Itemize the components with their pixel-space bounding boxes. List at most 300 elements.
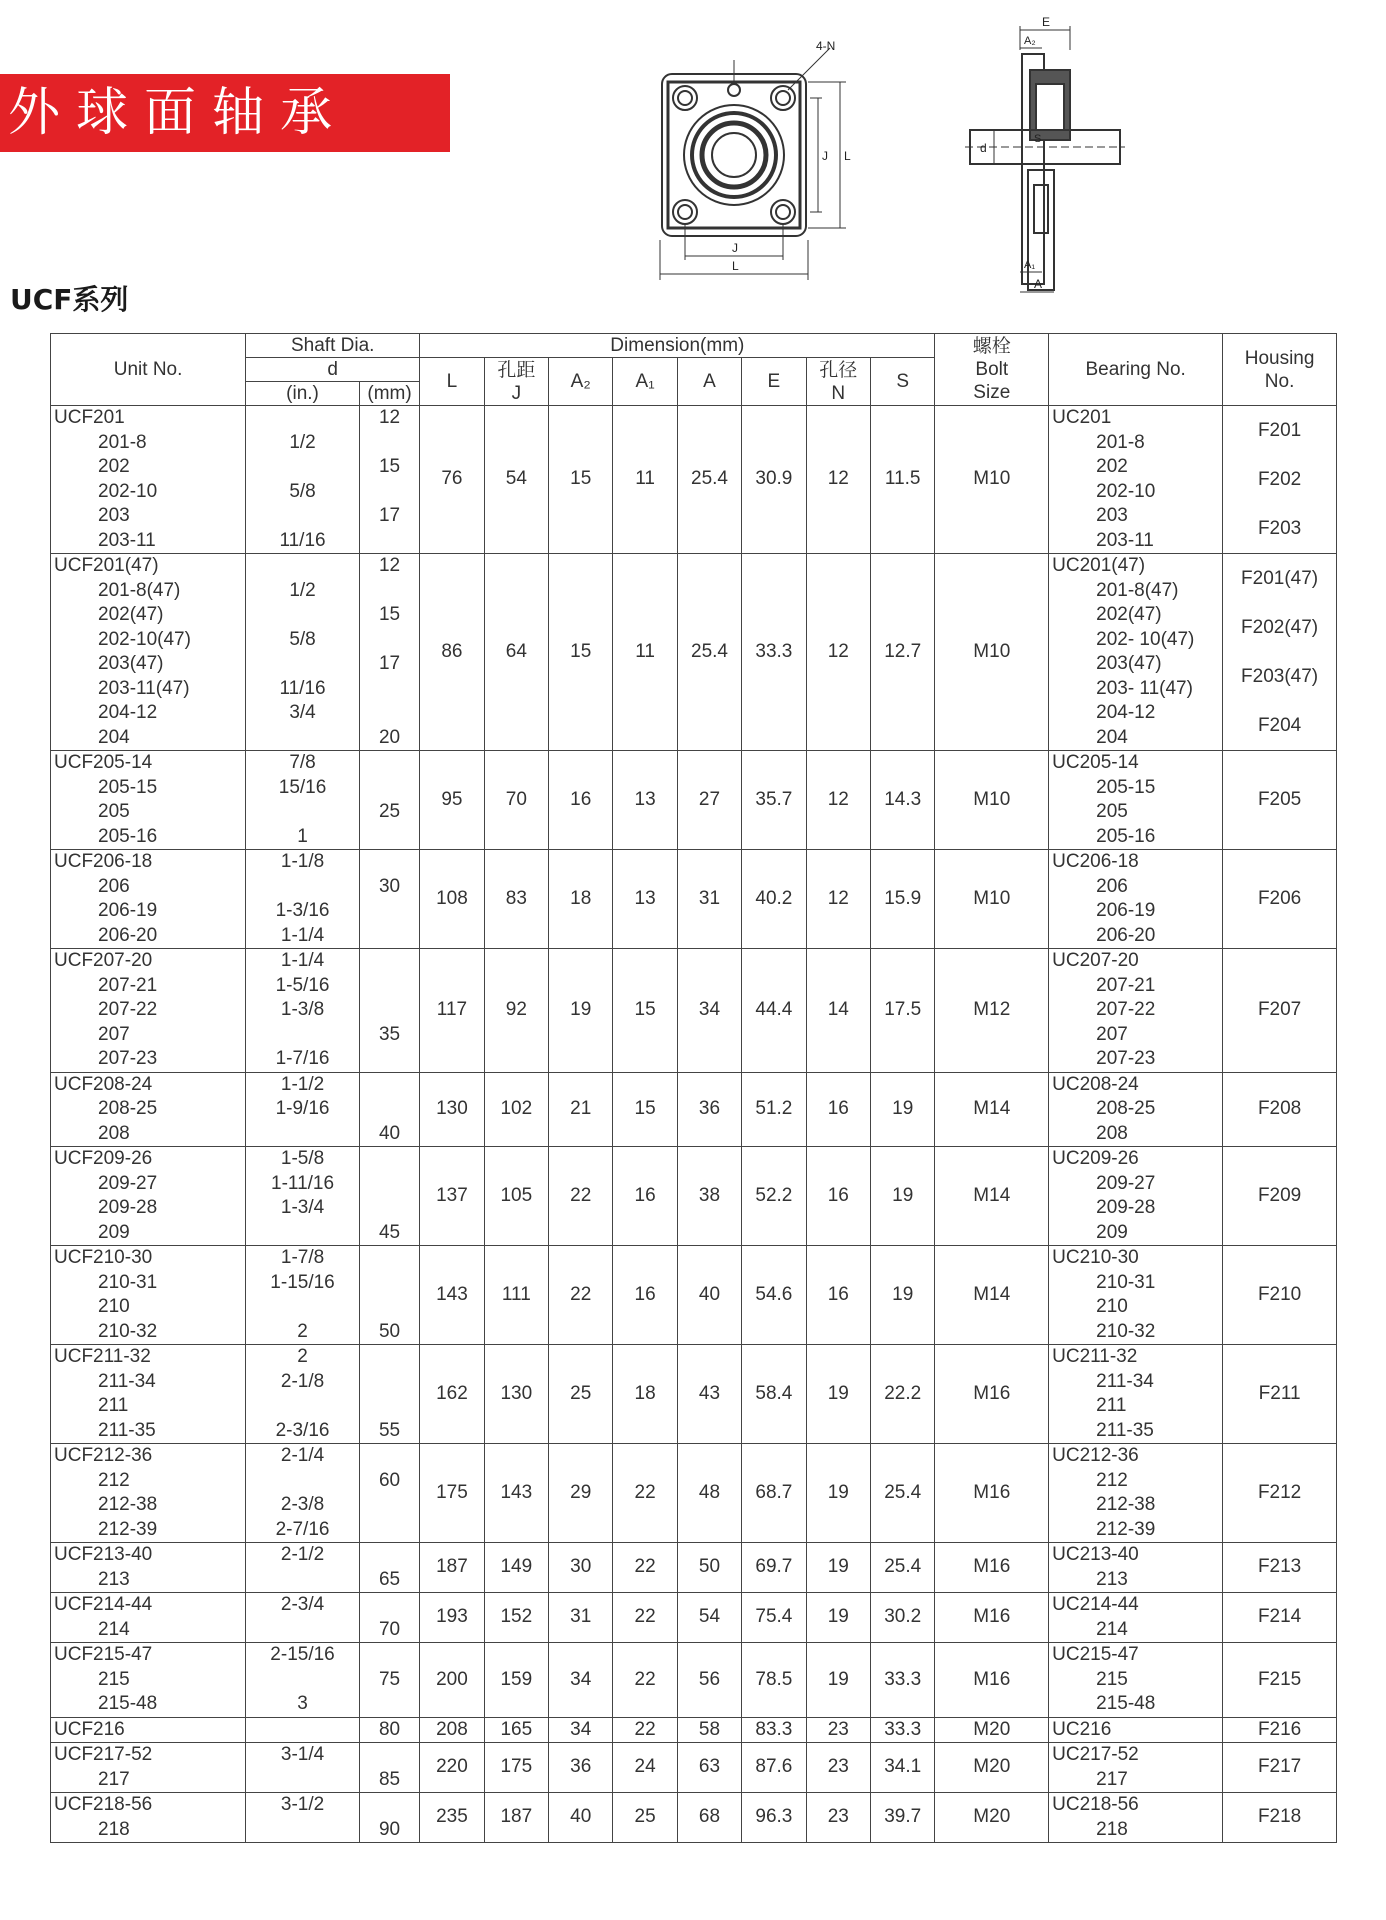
dim-bolt: M12 (935, 949, 1049, 1073)
unit-no: 209-27 (98, 1172, 158, 1194)
dim-a2: 34 (549, 1717, 613, 1743)
th-in: (in.) (246, 382, 360, 406)
dim-a1: 18 (613, 1345, 677, 1444)
dim-j: 159 (484, 1643, 548, 1718)
bearing-no-cell (1049, 1793, 1223, 1843)
dim-a2: 21 (549, 1072, 613, 1147)
unit-no: 212 (98, 1469, 130, 1491)
shaft-inch: 1-7/8 (280, 1247, 325, 1268)
unit-no: 209 (98, 1221, 130, 1243)
unit-no: UCF217-52 (54, 1744, 153, 1765)
dim-n: 19 (806, 1345, 870, 1444)
shaft-inch (249, 554, 356, 579)
dim-e: 96.3 (742, 1793, 806, 1843)
unit-no: 206 (98, 875, 130, 897)
housing-no: F213 (1257, 1556, 1302, 1578)
dim-s: 14.3 (870, 751, 934, 850)
shaft-inch-cell (246, 1444, 360, 1543)
unit-no-cell (51, 1444, 246, 1543)
table-row (51, 1743, 1337, 1793)
bearing-no: 203-11 (1096, 529, 1154, 551)
shaft-mm-cell (359, 1444, 419, 1543)
shaft-inch-cell (246, 850, 360, 949)
dim-a2: 29 (549, 1444, 613, 1543)
bearing-no: 211 (1096, 1395, 1127, 1416)
unit-no: UCF218-56 (54, 1794, 153, 1815)
table-row (51, 949, 1337, 1073)
bearing-no-cell (1049, 1593, 1223, 1643)
shaft-inch (249, 1718, 356, 1743)
housing-no: F203(47) (1241, 666, 1319, 687)
label-S: S (1034, 133, 1042, 145)
th-N-cn: 孔径 (819, 359, 858, 381)
shaft-mm: 17 (378, 653, 401, 674)
dim-l: 208 (420, 1717, 484, 1743)
dim-e: 52.2 (742, 1147, 806, 1246)
dim-e: 40.2 (742, 850, 806, 949)
housing-no: F206 (1257, 887, 1302, 909)
dim-n: 12 (806, 406, 870, 554)
unit-no: 207-22 (98, 999, 158, 1020)
page-title: 外球面轴承 (8, 83, 349, 143)
unit-no: UCF209-26 (54, 1148, 153, 1169)
bearing-no: UC206-18 (1052, 851, 1139, 872)
dim-bolt: M20 (935, 1717, 1049, 1743)
shaft-mm-cell (359, 1147, 419, 1246)
unit-no: 202-10(47) (98, 628, 191, 650)
unit-no: 207 (98, 1023, 130, 1045)
unit-no-cell (51, 1743, 246, 1793)
unit-no: 210-31 (98, 1271, 158, 1293)
shaft-inch: 11/16 (279, 529, 326, 551)
shaft-inch (249, 406, 356, 431)
dim-a2: 15 (549, 554, 613, 751)
shaft-inch: 1-1/4 (280, 950, 325, 971)
bearing-no: 203 (1096, 505, 1128, 526)
th-J-cn: 孔距 (497, 359, 536, 381)
th-S: S (870, 358, 934, 406)
unit-no: UCF208-24 (54, 1073, 153, 1095)
th-N (806, 358, 870, 406)
shaft-mm (363, 1271, 416, 1296)
unit-no: 215-48 (98, 1693, 158, 1714)
shaft-mm-cell (359, 1072, 419, 1147)
shaft-mm: 65 (378, 1568, 401, 1590)
dim-j: 54 (484, 406, 548, 554)
dim-n: 14 (806, 949, 870, 1073)
unit-no: 214 (98, 1618, 130, 1640)
shaft-mm-cell (359, 1246, 419, 1345)
bearing-no: 203(47) (1096, 653, 1162, 674)
bearing-no: 206 (1096, 875, 1128, 897)
dim-a2: 18 (549, 850, 613, 949)
shaft-mm (363, 1793, 416, 1818)
label-L-vertical: L (844, 149, 851, 163)
shaft-inch-cell (246, 406, 360, 554)
housing-no-cell (1223, 1246, 1337, 1345)
bearing-no-cell (1049, 1743, 1223, 1793)
bearing-no: UC210-30 (1052, 1247, 1139, 1268)
bearing-no: 215 (1096, 1668, 1128, 1690)
dim-l: 235 (420, 1793, 484, 1843)
unit-no: 218 (98, 1818, 130, 1840)
bearing-no-cell (1049, 1543, 1223, 1593)
housing-no: F207 (1257, 999, 1302, 1020)
unit-no: 205 (98, 801, 130, 822)
shaft-inch (249, 726, 356, 751)
shaft-inch: 2-1/2 (280, 1544, 325, 1565)
bearing-no: 204-12 (1096, 702, 1156, 723)
shaft-mm (363, 776, 416, 801)
shaft-inch: 3 (297, 1693, 308, 1714)
housing-no: F201 (1257, 420, 1302, 441)
shaft-mm (363, 1493, 416, 1518)
dim-n: 12 (806, 554, 870, 751)
shaft-mm (363, 701, 416, 726)
unit-no: UCF206-18 (54, 851, 153, 872)
shaft-mm: 70 (378, 1618, 401, 1640)
th-bolt (935, 334, 1049, 406)
shaft-inch: 1-1/8 (280, 851, 325, 872)
bearing-no-cell (1049, 1643, 1223, 1718)
dim-a: 56 (677, 1643, 741, 1718)
shaft-inch: 1 (297, 825, 308, 847)
unit-no: 201-8 (98, 431, 147, 453)
housing-no: F201(47) (1241, 568, 1319, 589)
unit-no: 210 (98, 1296, 130, 1317)
bearing-no: 218 (1096, 1818, 1128, 1840)
shaft-inch: 2-7/16 (275, 1518, 330, 1540)
unit-no-cell (51, 554, 246, 751)
shaft-inch: 1-9/16 (275, 1098, 330, 1119)
bearing-no: 209-27 (1096, 1172, 1156, 1194)
dim-j: 83 (484, 850, 548, 949)
shaft-inch: 1-1/4 (280, 924, 325, 946)
housing-no: F211 (1258, 1382, 1301, 1404)
bearing-no: 202 (1096, 456, 1128, 477)
bearing-no: 210-32 (1096, 1320, 1156, 1342)
unit-no: 211 (98, 1395, 129, 1416)
label-J-horizontal: J (732, 241, 738, 255)
shaft-inch: 3-1/2 (280, 1794, 325, 1815)
dim-a2: 34 (549, 1643, 613, 1718)
unit-no-cell (51, 751, 246, 850)
dim-e: 75.4 (742, 1593, 806, 1643)
dim-e: 33.3 (742, 554, 806, 751)
shaft-inch: 11/16 (279, 677, 326, 699)
shaft-mm: 25 (378, 801, 401, 822)
dim-a: 63 (677, 1743, 741, 1793)
unit-no: UCF201(47) (54, 555, 159, 576)
shaft-mm (363, 529, 416, 554)
shaft-mm-cell (359, 554, 419, 751)
dim-bolt: M14 (935, 1072, 1049, 1147)
dim-bolt: M16 (935, 1444, 1049, 1543)
shaft-mm (363, 1345, 416, 1370)
dim-a1: 16 (613, 1246, 677, 1345)
dim-e: 51.2 (742, 1072, 806, 1147)
shaft-mm (363, 1394, 416, 1419)
shaft-mm (363, 1518, 416, 1543)
bearing-no: 211-34 (1096, 1370, 1154, 1392)
shaft-inch (249, 800, 356, 825)
dim-a: 38 (677, 1147, 741, 1246)
shaft-inch-cell (246, 949, 360, 1073)
shaft-inch: 1/2 (289, 579, 316, 601)
shaft-inch (249, 504, 356, 529)
unit-no: 215 (98, 1668, 130, 1690)
shaft-mm (363, 579, 416, 604)
unit-no-cell (51, 1593, 246, 1643)
unit-no: 211-35 (98, 1419, 156, 1441)
dim-a1: 13 (613, 751, 677, 850)
dim-j: 111 (484, 1246, 548, 1345)
dim-l: 175 (420, 1444, 484, 1543)
shaft-inch: 1-3/4 (280, 1197, 325, 1218)
dim-e: 78.5 (742, 1643, 806, 1718)
unit-no: 217 (98, 1768, 130, 1790)
bearing-no: 201-8(47) (1096, 579, 1179, 601)
shaft-inch: 2-3/8 (280, 1494, 325, 1515)
housing-no-cell (1223, 1345, 1337, 1444)
dim-n: 23 (806, 1743, 870, 1793)
dim-bolt: M20 (935, 1743, 1049, 1793)
th-bolt-cn: 螺栓 (972, 336, 1011, 357)
shaft-mm (363, 974, 416, 999)
dim-a: 40 (677, 1246, 741, 1345)
housing-no: F217 (1257, 1756, 1302, 1778)
unit-no-cell (51, 1643, 246, 1718)
dim-a1: 22 (613, 1543, 677, 1593)
shaft-inch: 1-7/16 (275, 1048, 330, 1069)
shaft-inch: 1-1/2 (280, 1073, 325, 1095)
bearing-no-cell (1049, 406, 1223, 554)
bearing-no: UC213-40 (1052, 1544, 1139, 1565)
shaft-inch: 1-5/8 (280, 1148, 325, 1169)
dim-n: 16 (806, 1246, 870, 1345)
table-row (51, 1643, 1337, 1718)
shaft-mm (363, 1295, 416, 1320)
shaft-mm (363, 1643, 416, 1668)
bearing-no-cell (1049, 1444, 1223, 1543)
shaft-inch (249, 875, 356, 900)
dim-a1: 11 (613, 554, 677, 751)
bearing-no: 203- 11(47) (1096, 677, 1193, 699)
bearing-no: UC205-14 (1052, 752, 1139, 773)
bearing-no: 209-28 (1096, 1197, 1156, 1218)
dim-a: 27 (677, 751, 741, 850)
unit-no: 209-28 (98, 1197, 158, 1218)
shaft-mm-cell (359, 949, 419, 1073)
table-row (51, 1444, 1337, 1543)
dim-e: 54.6 (742, 1246, 806, 1345)
bearing-no: UC216 (1052, 1718, 1112, 1740)
shaft-mm (363, 825, 416, 850)
bearing-no: 212-39 (1096, 1518, 1156, 1540)
th-shaft-dia: Shaft Dia. (246, 334, 420, 358)
housing-no-cell (1223, 1543, 1337, 1593)
shaft-inch: 5/8 (289, 480, 316, 502)
bearing-no: 207-22 (1096, 999, 1156, 1020)
table-row (51, 1593, 1337, 1643)
table-body (51, 406, 1337, 1843)
dim-s: 19 (870, 1072, 934, 1147)
unit-no: 203(47) (98, 653, 164, 674)
unit-no-cell (51, 1072, 246, 1147)
dim-j: 152 (484, 1593, 548, 1643)
dim-bolt: M14 (935, 1147, 1049, 1246)
unit-no: 206-19 (98, 900, 158, 921)
bearing-no: 204 (1096, 726, 1128, 748)
shaft-inch (249, 1221, 356, 1246)
shaft-inch-cell (246, 1743, 360, 1793)
table-row (51, 1717, 1337, 1743)
housing-no-cell (1223, 1743, 1337, 1793)
bearing-no: 205 (1096, 801, 1128, 822)
dim-j: 143 (484, 1444, 548, 1543)
shaft-inch: 2-1/4 (280, 1445, 325, 1466)
shaft-mm: 45 (378, 1221, 401, 1243)
shaft-mm (363, 998, 416, 1023)
dim-bolt: M10 (935, 554, 1049, 751)
shaft-inch-cell (246, 1643, 360, 1718)
shaft-inch: 1/2 (289, 431, 316, 453)
th-J (484, 358, 548, 406)
shaft-mm: 15 (378, 456, 401, 477)
dim-n: 19 (806, 1444, 870, 1543)
dim-a1: 25 (613, 1793, 677, 1843)
bearing-no-cell (1049, 1072, 1223, 1147)
unit-no: UCF216 (54, 1718, 125, 1740)
dim-a: 68 (677, 1793, 741, 1843)
bearing-no: 214 (1096, 1618, 1128, 1640)
unit-no: UCF210-30 (54, 1247, 153, 1268)
dim-a1: 15 (613, 949, 677, 1073)
unit-no: 211-34 (98, 1370, 156, 1392)
unit-no: 208 (98, 1122, 130, 1144)
unit-no: 205-15 (98, 776, 158, 798)
shaft-mm (363, 850, 416, 875)
housing-no-cell (1223, 1147, 1337, 1246)
shaft-inch: 1-15/16 (270, 1271, 335, 1293)
bearing-no: 210-31 (1096, 1271, 1156, 1293)
shaft-inch: 2-15/16 (270, 1644, 335, 1665)
unit-no-cell (51, 949, 246, 1073)
shaft-mm (363, 751, 416, 776)
unit-no: 208-25 (98, 1098, 158, 1119)
shaft-mm (363, 1147, 416, 1172)
spec-table (50, 333, 1337, 1843)
th-E: E (742, 358, 806, 406)
bearing-no: 207-23 (1096, 1048, 1156, 1069)
shaft-inch-cell (246, 554, 360, 751)
label-d: d (980, 141, 987, 155)
shaft-inch: 3-1/4 (280, 1744, 325, 1765)
bearing-no-cell (1049, 949, 1223, 1073)
shaft-mm: 40 (378, 1122, 401, 1144)
housing-no: F212 (1257, 1481, 1302, 1503)
housing-no-cell (1223, 406, 1337, 554)
bearing-no: 209 (1096, 1221, 1128, 1243)
dim-j: 70 (484, 751, 548, 850)
unit-no: 204-12 (98, 702, 158, 723)
dim-l: 86 (420, 554, 484, 751)
shaft-inch-cell (246, 1345, 360, 1444)
dim-n: 19 (806, 1593, 870, 1643)
unit-no: 203-11 (98, 529, 156, 551)
dim-a: 48 (677, 1444, 741, 1543)
bearing-no: 202-10 (1096, 480, 1156, 502)
dim-a1: 11 (613, 406, 677, 554)
shaft-inch-cell (246, 1793, 360, 1843)
shaft-mm: 15 (378, 604, 401, 625)
dim-s: 33.3 (870, 1643, 934, 1718)
shaft-mm: 80 (378, 1718, 401, 1740)
bearing-no: 205-16 (1096, 825, 1156, 847)
unit-no-cell (51, 1793, 246, 1843)
th-d: d (246, 358, 420, 382)
side-view-drawing (950, 10, 1130, 300)
shaft-inch: 2 (297, 1346, 308, 1367)
housing-no-cell (1223, 1643, 1337, 1718)
th-dimension: Dimension(mm) (420, 334, 935, 358)
dim-bolt: M16 (935, 1593, 1049, 1643)
dim-a2: 19 (549, 949, 613, 1073)
unit-no: UCF214-44 (54, 1594, 153, 1615)
table-row (51, 1345, 1337, 1444)
front-view-drawing (640, 30, 880, 290)
dim-bolt: M16 (935, 1345, 1049, 1444)
unit-no-cell (51, 850, 246, 949)
dim-e: 35.7 (742, 751, 806, 850)
shaft-mm-cell (359, 1743, 419, 1793)
dim-l: 200 (420, 1643, 484, 1718)
shaft-inch: 15/16 (278, 776, 327, 798)
dim-a1: 13 (613, 850, 677, 949)
th-A2: A₂ (549, 358, 613, 406)
shaft-inch: 2-3/16 (275, 1419, 330, 1441)
dim-bolt: M16 (935, 1543, 1049, 1593)
bearing-no: 202(47) (1096, 604, 1162, 625)
dim-a1: 22 (613, 1717, 677, 1743)
dim-a: 25.4 (677, 554, 741, 751)
shaft-inch (249, 1023, 356, 1048)
dim-n: 12 (806, 751, 870, 850)
dim-bolt: M20 (935, 1793, 1049, 1843)
bearing-no: 212-38 (1096, 1494, 1156, 1515)
dim-a: 54 (677, 1593, 741, 1643)
shaft-mm-cell (359, 1793, 419, 1843)
th-bolt-size: Size (973, 382, 1011, 403)
housing-no: F208 (1257, 1098, 1302, 1119)
dim-l: 130 (420, 1072, 484, 1147)
shaft-mm-cell (359, 1543, 419, 1593)
housing-no-cell (1223, 850, 1337, 949)
housing-no-cell (1223, 1793, 1337, 1843)
shaft-mm (363, 1246, 416, 1271)
table-row (51, 1072, 1337, 1147)
dim-a1: 22 (613, 1444, 677, 1543)
series-heading: UCF系列 (10, 283, 129, 316)
dim-a: 50 (677, 1543, 741, 1593)
shaft-inch (249, 1668, 356, 1693)
dim-s: 34.1 (870, 1743, 934, 1793)
shaft-inch (249, 1469, 356, 1494)
shaft-mm: 17 (378, 505, 401, 526)
bearing-no: UC201 (1052, 407, 1112, 428)
housing-no: F202(47) (1241, 617, 1319, 638)
shaft-mm (363, 1073, 416, 1098)
